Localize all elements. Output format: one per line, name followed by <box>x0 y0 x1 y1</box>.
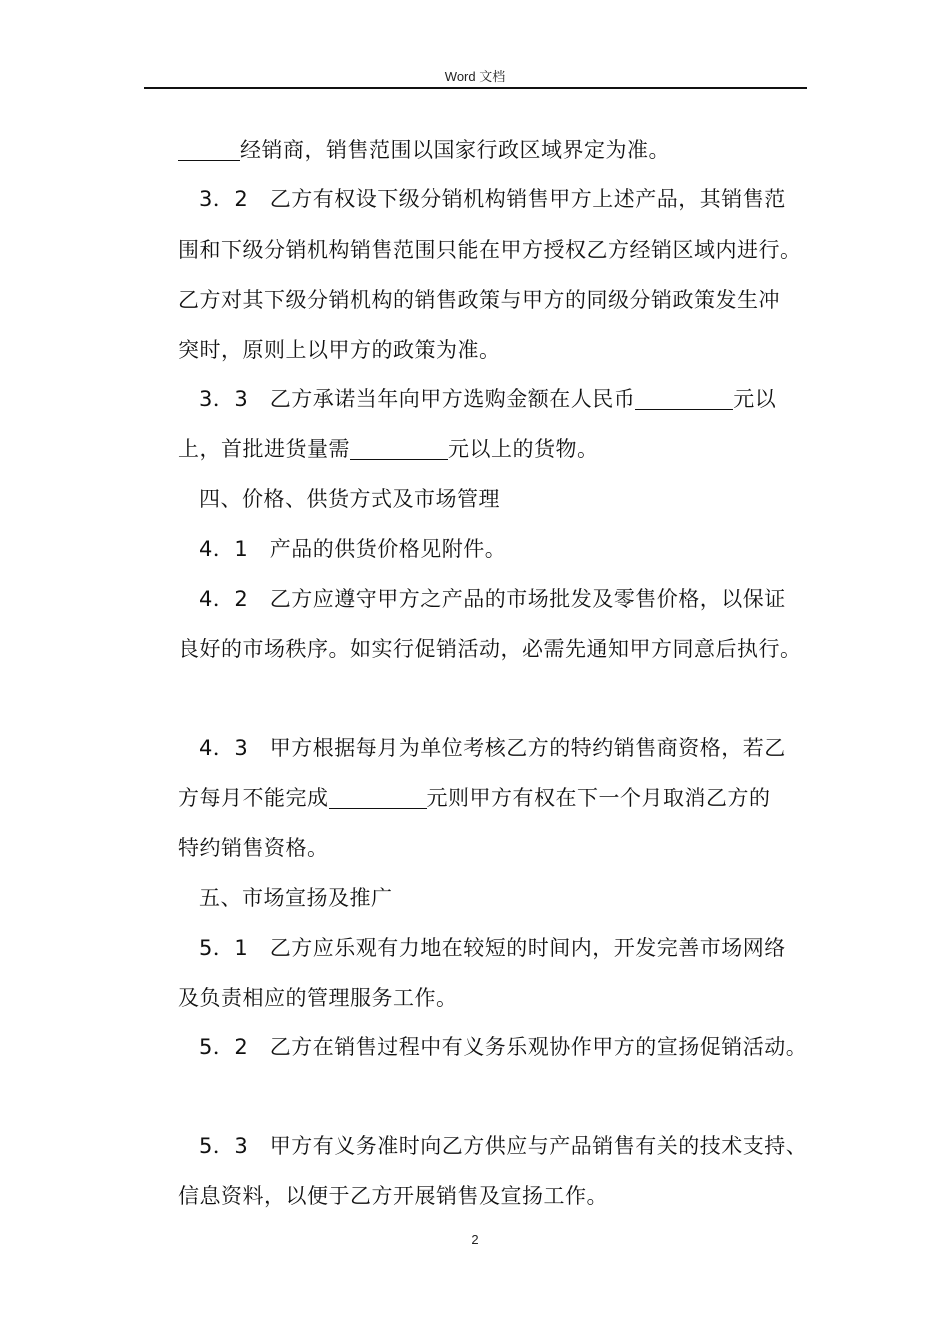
paragraph-line <box>178 784 771 812</box>
paragraph-line: 围和下级分销机构销售范围只能在甲方授权乙方经销区域内进行。 <box>178 238 802 262</box>
paragraph-line: 良好的市场秩序。如实行促销活动，必需先通知甲方同意后执行。 <box>178 637 802 661</box>
page-number: 2 <box>471 1232 479 1247</box>
paragraph-line <box>178 136 670 164</box>
blank-field <box>635 387 733 410</box>
line-text: 上，首批进货量需 <box>178 437 350 461</box>
clause-5-3: 5．3 甲方有义务准时向乙方供应与产品销售有关的技术支持、 <box>199 1134 808 1158</box>
clause-5-1: 5．1 乙方应乐观有力地在较短的时间内，开发完善市场网络 <box>199 936 786 960</box>
section-heading-4: 四、价格、供货方式及市场管理 <box>199 487 500 511</box>
line-text: 元则甲方有权在下一个月取消乙方的 <box>426 786 771 810</box>
line-text: 方每月不能完成 <box>178 786 329 810</box>
line-text: 经销商，销售范围以国家行政区域界定为准。 <box>240 138 670 162</box>
paragraph-line <box>178 435 599 463</box>
line-text: 3．3 乙方承诺当年向甲方选购金额在人民币 <box>199 387 636 411</box>
page-header: Word 文档 <box>444 69 506 84</box>
clause-5-2: 5．2 乙方在销售过程中有义务乐观协作甲方的宣扬促销活动。 <box>199 1035 808 1059</box>
clause-4-2: 4．2 乙方应遵守甲方之产品的市场批发及零售价格，以保证 <box>199 587 786 611</box>
section-heading-5: 五、市场宣扬及推广 <box>199 886 393 910</box>
blank-field <box>350 437 448 460</box>
clause-4-3: 4．3 甲方根据每月为单位考核乙方的特约销售商资格，若乙 <box>199 736 786 760</box>
paragraph-line: 突时，原则上以甲方的政策为准。 <box>178 338 501 362</box>
blank-field <box>178 138 240 161</box>
line-text: 元以上的货物。 <box>448 437 599 461</box>
blank-field <box>329 786 427 809</box>
line-text: 元以 <box>733 387 777 411</box>
paragraph-line: 信息资料，以便于乙方开展销售及宣扬工作。 <box>178 1184 608 1208</box>
paragraph-line: 及负责相应的管理服务工作。 <box>178 986 458 1010</box>
header-divider <box>144 87 807 89</box>
clause-4-1: 4．1 产品的供货价格见附件。 <box>199 537 507 561</box>
paragraph-line: 特约销售资格。 <box>178 836 329 860</box>
clause-3-2: 3．2 乙方有权设下级分销机构销售甲方上述产品，其销售范 <box>199 187 786 211</box>
paragraph-line: 乙方对其下级分销机构的销售政策与甲方的同级分销政策发生冲 <box>178 288 780 312</box>
clause-3-3 <box>199 385 776 413</box>
